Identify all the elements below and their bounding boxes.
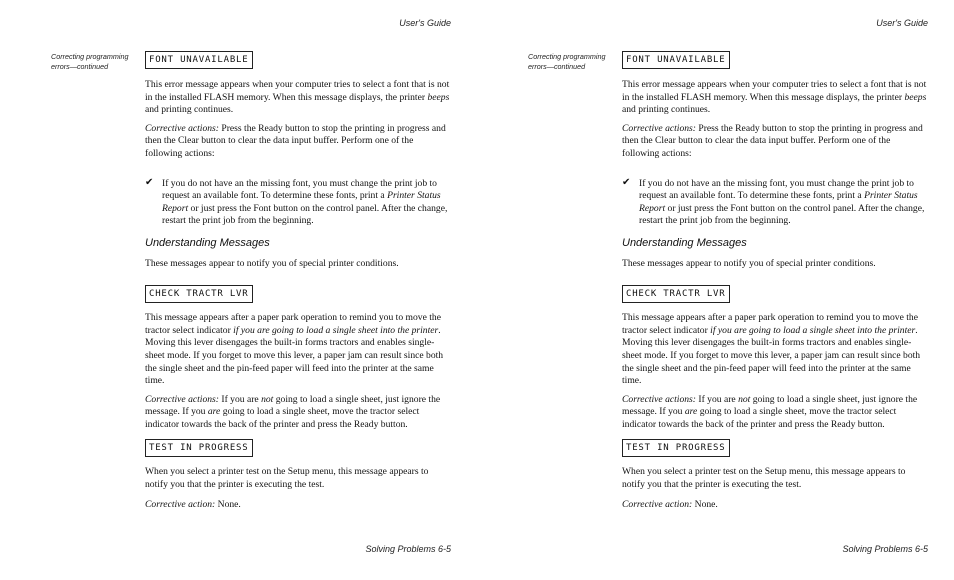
corrective-paragraph: Corrective action: None. [622, 498, 718, 510]
message-label-test-in-progress: TEST IN PROGRESS [145, 439, 253, 457]
corrective-paragraph: Corrective action: None. [145, 498, 241, 510]
page-footer: Solving Problems 6-5 [842, 544, 928, 554]
section-heading: Understanding Messages [145, 236, 270, 249]
message-label-check-tractr: CHECK TRACTR LVR [145, 285, 253, 303]
sidebar-line: Correcting programming [51, 52, 129, 61]
corrective-paragraph: Corrective actions: Press the Ready button to stop the printing in progress and then the Clear button to clear the data input buffer. Perform one of the following actions: [145, 122, 446, 159]
checkmark-icon: ✔ [622, 176, 631, 188]
corrective-paragraph: Corrective actions: If you are not going to load a single sheet, just ignore the message. If you are going to load a single sheet, move the tractor select indicator towards the back of the printer and press the Ready button. [145, 393, 441, 430]
paragraph: This message appears after a paper park operation to remind you to move the tractor select indicator if you are going to load a single sheet into the printer. Moving this lever disengages the built-in forms tractors and enables single-sheet mode. If you forget to move this lever, a paper jam can result since both the single sheet and the pin-feed paper will feed into the printer at the same time. [145, 312, 444, 387]
page-header: User's Guide [399, 18, 451, 28]
sidebar-line: errors—continued [528, 62, 586, 71]
page-content [622, 51, 930, 511]
checkmark-icon: ✔ [145, 176, 154, 188]
paragraph: This error message appears when your computer tries to select a font that is not in the installed FLASH memory. When this message displays, the printer beeps and printing continues. [145, 79, 450, 116]
sidebar-note [528, 52, 608, 72]
sidebar-line: Correcting programming [528, 52, 606, 61]
paragraph: These messages appear to notify you of special printer conditions. [622, 257, 876, 269]
check-item: ✔ If you do not have an the missing font, you must change the print job to request an available font. To determine these fonts, print a Printer Status Report or just press the Font button on the control panel. After the change, restart the print job from the beginning. [145, 176, 448, 227]
message-label-font-unavailable: FONT UNAVAILABLE [622, 51, 730, 69]
sidebar-line: errors—continued [51, 62, 109, 71]
corrective-paragraph: Corrective actions: Press the Ready button to stop the printing in progress and then the Clear button to clear the data input buffer. Perform one of the following actions: [622, 122, 923, 159]
page-footer: Solving Problems 6-5 [365, 544, 451, 554]
page-header: User's Guide [876, 18, 928, 28]
check-item: ✔ If you do not have an the missing font, you must change the print job to request an available font. To determine these fonts, print a Printer Status Report or just press the Font button on the control panel. After the change, restart the print job from the beginning. [622, 176, 925, 227]
paragraph: This message appears after a paper park operation to remind you to move the tractor select indicator if you are going to load a single sheet into the printer. Moving this lever disengages the built-in forms tractors and enables single-sheet mode. If you forget to move this lever, a paper jam can result since both the single sheet and the pin-feed paper will feed into the printer at the same time. [622, 312, 921, 387]
page-content [145, 51, 453, 511]
sidebar-note [51, 52, 131, 72]
paragraph: These messages appear to notify you of special printer conditions. [145, 257, 399, 269]
paragraph: When you select a printer test on the Setup menu, this message appears to notify you that the printer is executing the test. [622, 466, 906, 491]
message-label-check-tractr: CHECK TRACTR LVR [622, 285, 730, 303]
section-heading: Understanding Messages [622, 236, 747, 249]
message-label-test-in-progress: TEST IN PROGRESS [622, 439, 730, 457]
paragraph: This error message appears when your computer tries to select a font that is not in the installed FLASH memory. When this message displays, the printer beeps and printing continues. [622, 79, 927, 116]
corrective-paragraph: Corrective actions: If you are not going to load a single sheet, just ignore the message. If you are going to load a single sheet, move the tractor select indicator towards the back of the printer and press the Ready button. [622, 393, 918, 430]
paragraph: When you select a printer test on the Setup menu, this message appears to notify you that the printer is executing the test. [145, 466, 429, 491]
message-label-font-unavailable: FONT UNAVAILABLE [145, 51, 253, 69]
right-page [477, 0, 954, 580]
